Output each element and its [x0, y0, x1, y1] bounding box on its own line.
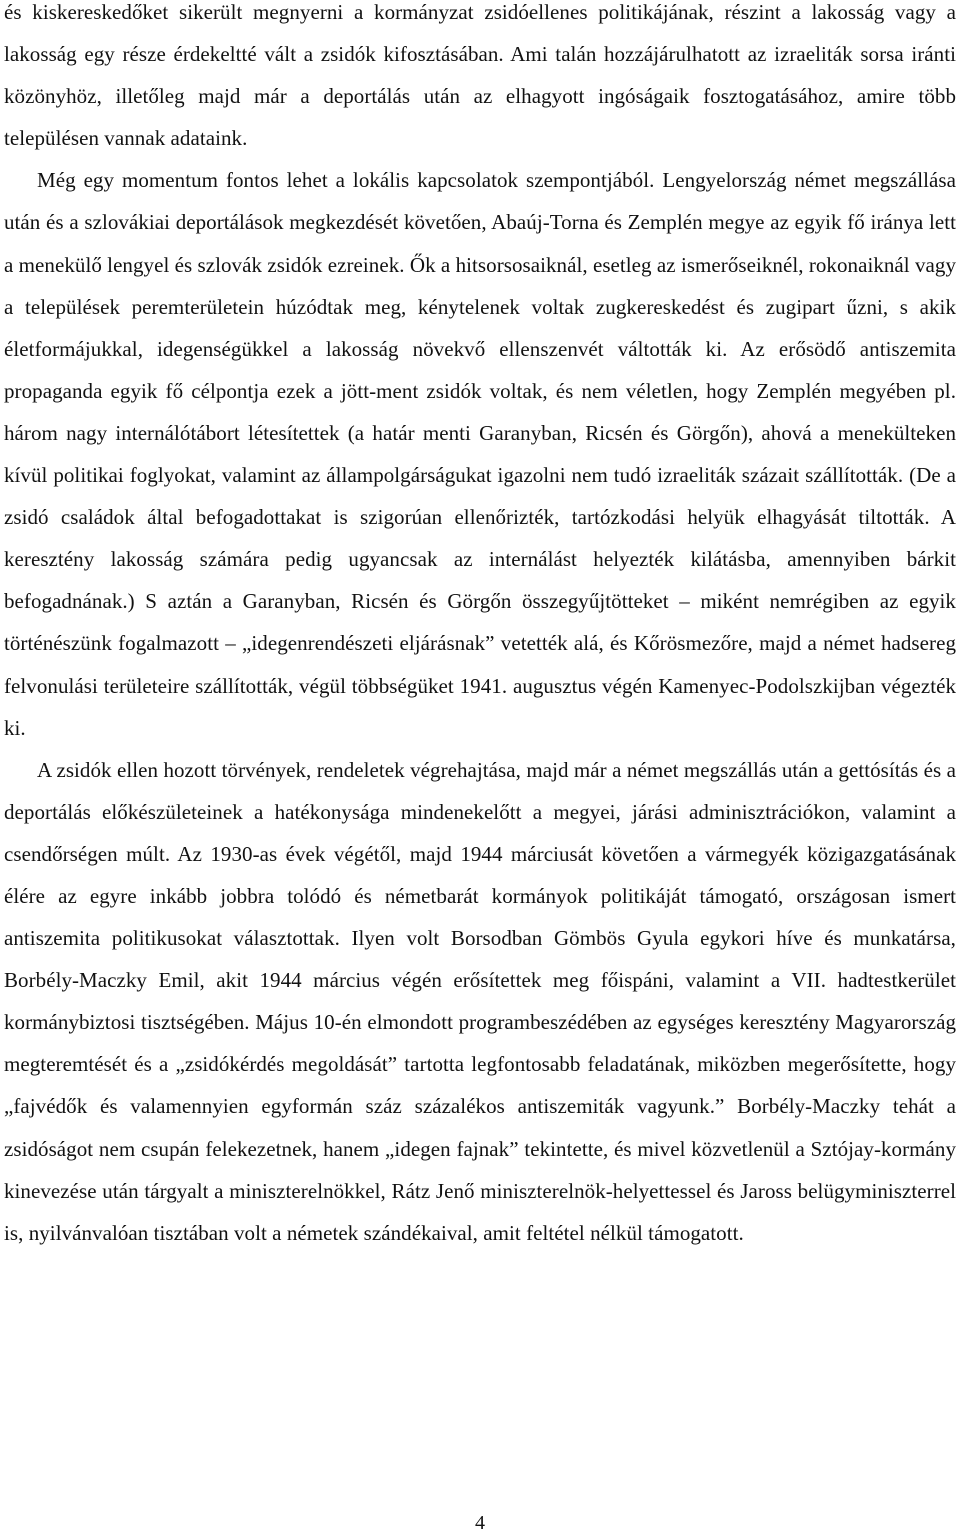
body-text	[4, 0, 956, 1254]
continuation-paragraph: és kiskereskedőket sikerült megnyerni a kormányzat zsidóellenes politikájának, részint a lakosság vagy a lakosság egy része érdekeltté vált a zsidók kifosztásában. Ami talán hozzájárulhatott az izraeliták sorsa iránti közönyhöz, illetőleg majd már a deportálás után az elhagyott ingóságaik fosztogatásához, amire több településen vannak adataink.	[4, 0, 956, 151]
page-number: 4	[475, 1512, 485, 1534]
momentum-paragraph: Még egy momentum fontos lehet a lokális kapcsolatok szempontjából. Lengyelország német megszállása után és a szlovákiai deportálások megkezdését követően, Abaúj-Torna és Zemplén megye az egyik fő iránya lett a menekülő lengyel és szlovák zsidók ezreinek. Ők a hitsorsosaiknál, esetleg az ismerőseiknél, rokonaiknál vagy a települések peremterületein húzódtak meg, kénytelenek voltak zugkereskedést és zugipart űzni, s akik életformájukkal, idegenségükkel a lakosság növekvő ellenszenvét váltották ki. Az erősödő antiszemita propaganda egyik fő célpontja ezek a jött-ment zsidók voltak, és nem véletlen, hogy Zemplén megyében pl. három nagy internálótábort létesítettek (a határ menti Garanyban, Ricsén és Görgőn), ahová a menekülteken kívül politikai foglyokat, valamint az állampolgárságukat igazolni nem tudó izraeliták százait szállították. (De a zsidó családok által befogadottakat is szigorúan ellenőrizték, tartózkodási helyük elhagyását tiltották. A keresztény lakosság számára pedig ugyancsak az internálást helyezték kilátásba, amennyiben bárkit befogadnának.) S aztán a Garanyban, Ricsén és Görgőn összegyűjtötteket – miként nemrégiben az egyik történészünk fogalmazott – „idegenrendészeti eljárásnak” vetették alá, és Kőrösmezőre, majd a német hadsereg felvonulási területeire szállították, végül többségüket 1941. augusztus végén Kamenyec-Podolszkijban végezték ki.	[4, 168, 957, 740]
administration-paragraph: A zsidók ellen hozott törvények, rendeletek végrehajtása, majd már a német megszállás után a gettósítás és a deportálás előkészületeinek a hatékonysága mindenekelőtt a megyei, járási adminisztrációkon, valamint a csendőrségen múlt. Az 1930-as évek végétől, majd 1944 márciusát követően a vármegyék közigazgatásának élére az egyre inkább jobbra tolódó és németbarát kormányok politikáját támogató, országosan ismert antiszemita politikusokat választottak. Ilyen volt Borsodban Gömbös Gyula egykori híve és munkatársa, Borbély-Maczky Emil, akit 1944 március végén erősítettek meg főispáni, valamint a VII. hadtestkerület kormánybiztosi tisztségében. Május 10-én elmondott programbeszédében az egységes keresztény Magyarország megteremtését és a „zsidókérdés megoldását” tartotta legfontosabb feladatának, miközben megerősítette, hogy „fajvédők és valamennyien egyformán száz százalékos antiszemiták vagyunk.” Borbély-Maczky tehát a zsidóságot nem csupán felekezetnek, hanem „idegen fajnak” tekintette, és mivel közvetlenül a Sztójay-kormány kinevezése után tárgyalt a miniszterelnökkel, Rátz Jenő miniszterelnök-helyettessel és Jaross belügyminiszterrel is, nyilvánvalóan tisztában volt a németek szándékaival, amit feltétel nélkül támogatott.	[4, 757, 956, 1245]
document-page	[4, 0, 956, 1537]
